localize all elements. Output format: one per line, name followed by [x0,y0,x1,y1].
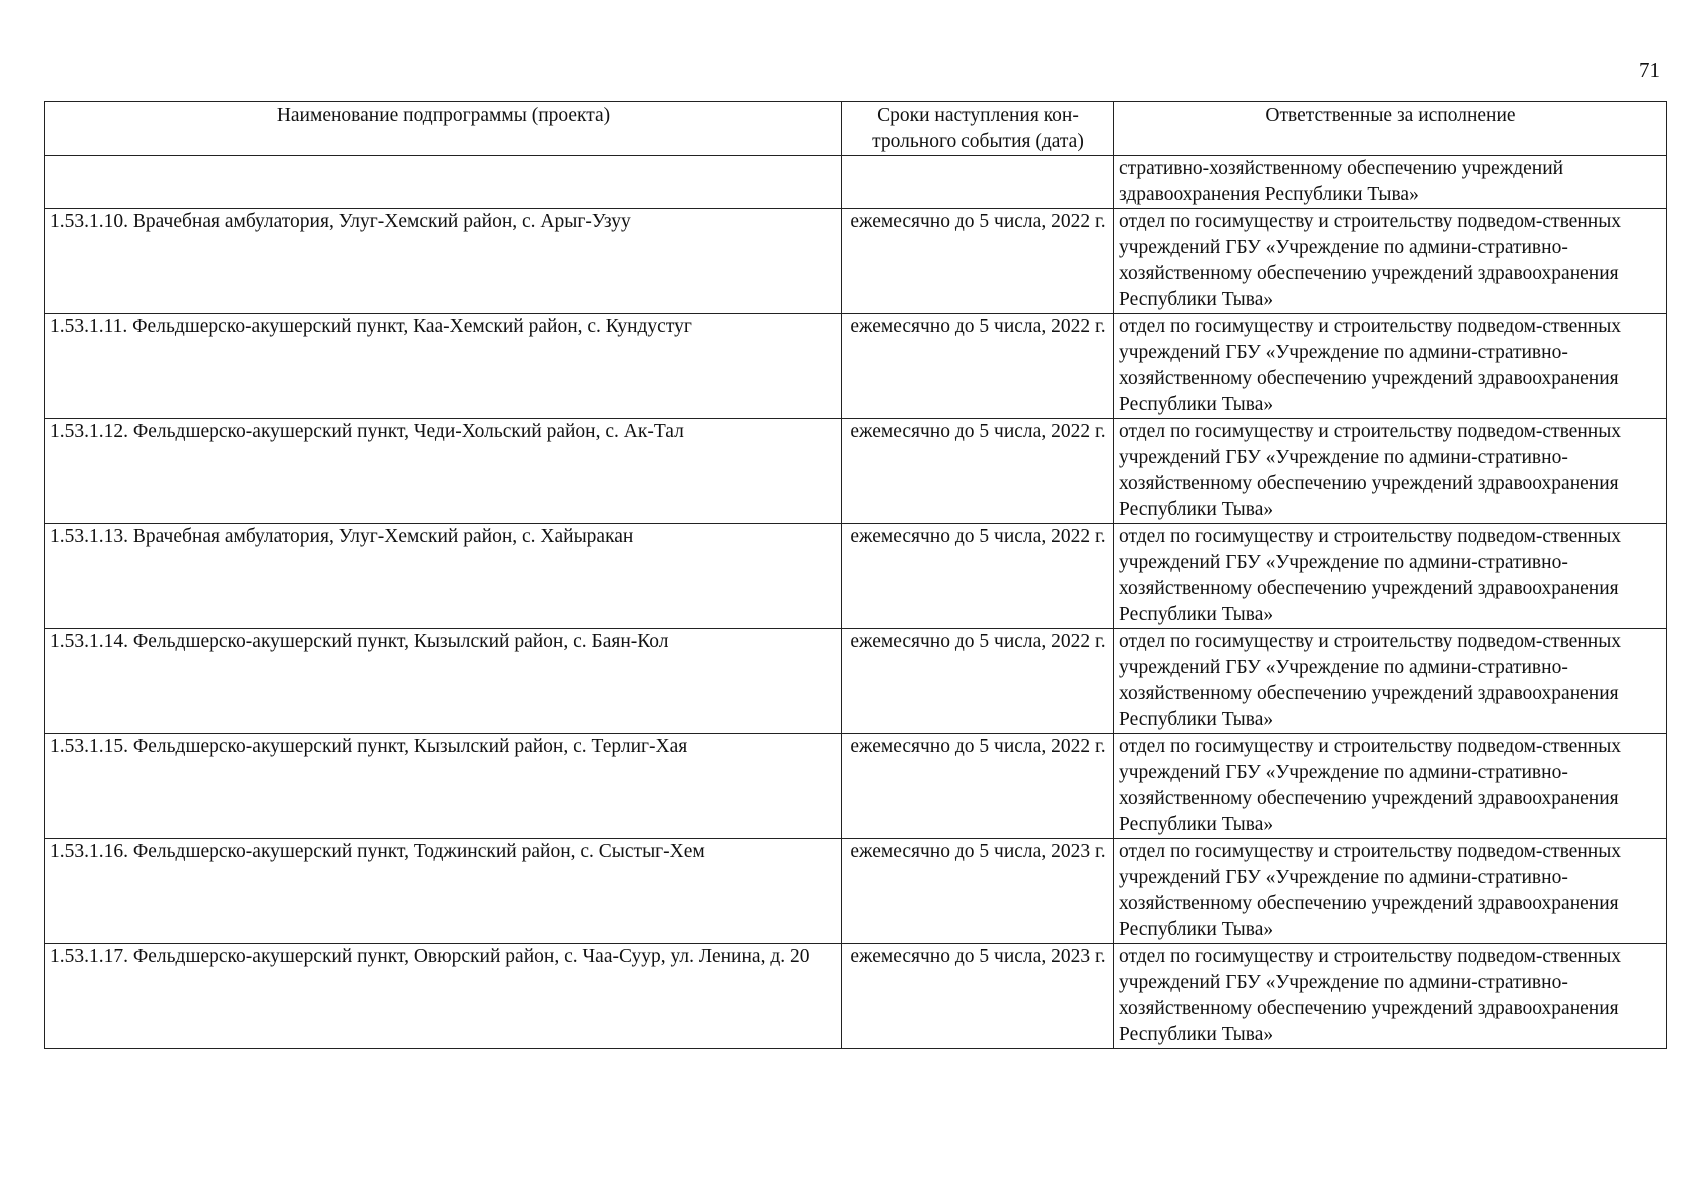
cell-date: ежемесячно до 5 числа, 2022 г. [842,524,1114,629]
cell-responsible: отдел по госимуществу и строительству подведом-ственных учреждений ГБУ «Учреждение по админи-стративно-хозяйственному обеспечению учреждений здравоохранения Республики Тыва» [1114,839,1667,944]
table-row [45,209,1667,314]
cell-responsible: отдел по госимуществу и строительству подведом-ственных учреждений ГБУ «Учреждение по админи-стративно-хозяйственному обеспечению учреждений здравоохранения Республики Тыва» [1114,944,1667,1049]
cell-responsible: отдел по госимуществу и строительству подведом-ственных учреждений ГБУ «Учреждение по админи-стративно-хозяйственному обеспечению учреждений здравоохранения Республики Тыва» [1114,734,1667,839]
cell-date: ежемесячно до 5 числа, 2022 г. [842,734,1114,839]
cell-responsible: отдел по госимуществу и строительству подведом-ственных учреждений ГБУ «Учреждение по админи-стративно-хозяйственному обеспечению учреждений здравоохранения Республики Тыва» [1114,314,1667,419]
cell-name: 1.53.1.10. Врачебная амбулатория, Улуг-Хемский район, с. Арыг-Узуу [45,209,842,314]
cell-responsible: отдел по госимуществу и строительству подведом-ственных учреждений ГБУ «Учреждение по админи-стративно-хозяйственному обеспечению учреждений здравоохранения Республики Тыва» [1114,524,1667,629]
cell-responsible: отдел по госимуществу и строительству подведом-ственных учреждений ГБУ «Учреждение по админи-стративно-хозяйственному обеспечению учреждений здравоохранения Республики Тыва» [1114,209,1667,314]
cell-name: 1.53.1.17. Фельдшерско-акушерский пункт, Овюрский район, с. Чаа-Суур, ул. Ленина, д. 20 [45,944,842,1049]
cell-date: ежемесячно до 5 числа, 2022 г. [842,629,1114,734]
table-row [45,314,1667,419]
cell-date: ежемесячно до 5 числа, 2022 г. [842,209,1114,314]
page-number: 71 [1639,58,1660,82]
cell-date: ежемесячно до 5 числа, 2022 г. [842,314,1114,419]
cell-name: 1.53.1.13. Врачебная амбулатория, Улуг-Хемский район, с. Хайыракан [45,524,842,629]
cell-name: 1.53.1.11. Фельдшерско-акушерский пункт, Каа-Хемский район, с. Кундустуг [45,314,842,419]
cell-date [842,156,1114,209]
header-responsible: Ответственные за исполнение [1114,102,1667,156]
cell-responsible: стративно-хозяйственному обеспечению учреждений здравоохранения Республики Тыва» [1114,156,1667,209]
header-subprogram-name: Наименование подпрограммы (проекта) [45,102,842,156]
cell-date: ежемесячно до 5 числа, 2022 г. [842,419,1114,524]
cell-date: ежемесячно до 5 числа, 2023 г. [842,944,1114,1049]
table-row [45,944,1667,1049]
table-row [45,839,1667,944]
cell-name: 1.53.1.14. Фельдшерско-акушерский пункт, Кызылский район, с. Баян-Кол [45,629,842,734]
cell-responsible: отдел по госимуществу и строительству подведом-ственных учреждений ГБУ «Учреждение по админи-стративно-хозяйственному обеспечению учреждений здравоохранения Республики Тыва» [1114,419,1667,524]
table-row-continued [45,156,1667,209]
table-header-row [45,102,1667,156]
cell-name: 1.53.1.12. Фельдшерско-акушерский пункт, Чеди-Хольский район, с. Ак-Тал [45,419,842,524]
table-row [45,419,1667,524]
table-row [45,734,1667,839]
cell-responsible: отдел по госимуществу и строительству подведом-ственных учреждений ГБУ «Учреждение по админи-стративно-хозяйственному обеспечению учреждений здравоохранения Республики Тыва» [1114,629,1667,734]
cell-name [45,156,842,209]
table-row [45,524,1667,629]
cell-date: ежемесячно до 5 числа, 2023 г. [842,839,1114,944]
header-control-event-date: Сроки наступления кон-трольного события (дата) [842,102,1114,156]
table-row [45,629,1667,734]
cell-name: 1.53.1.15. Фельдшерско-акушерский пункт, Кызылский район, с. Терлиг-Хая [45,734,842,839]
schedule-table [44,101,1667,1049]
cell-name: 1.53.1.16. Фельдшерско-акушерский пункт, Тоджинский район, с. Сыстыг-Хем [45,839,842,944]
